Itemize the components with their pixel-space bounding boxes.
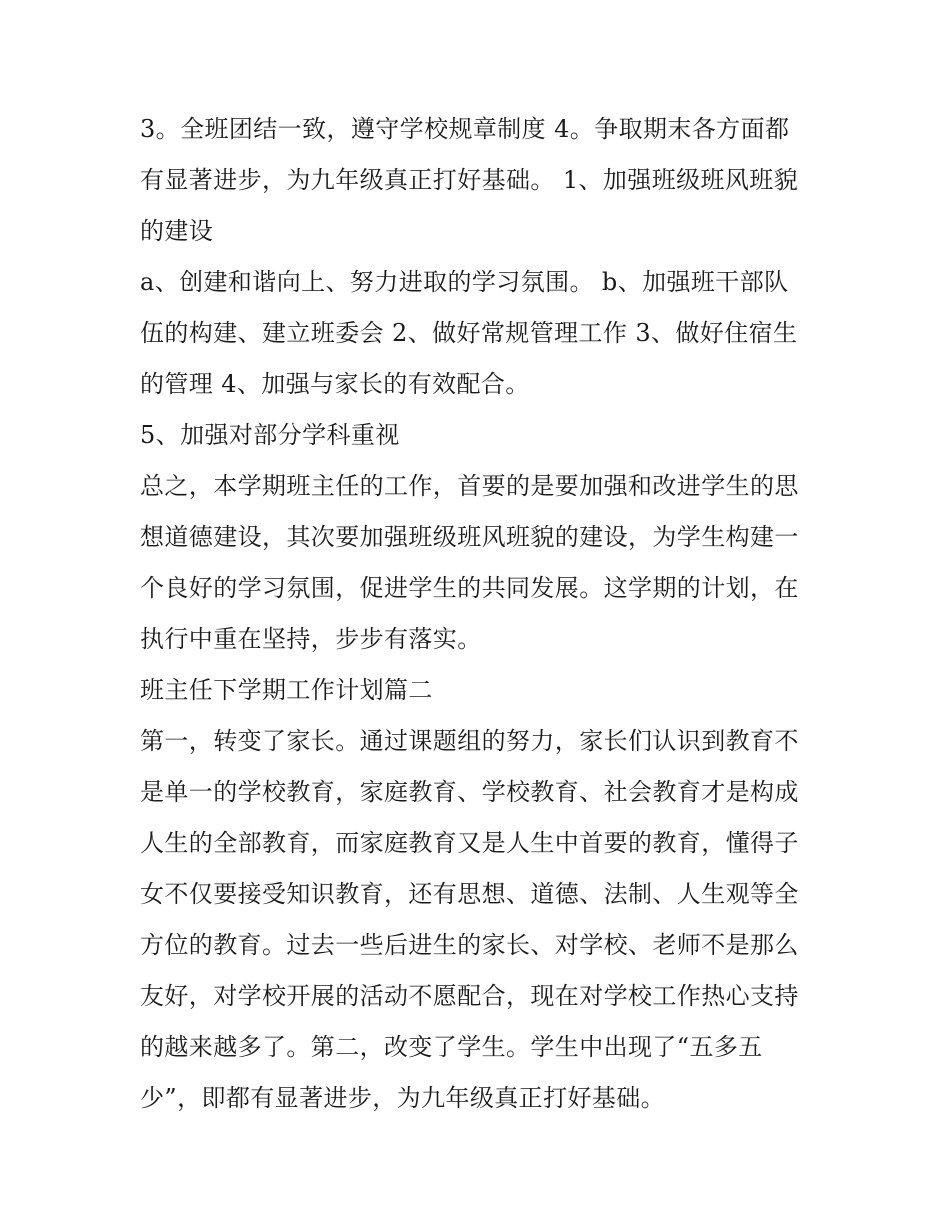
text-line: 个良好的学习氛围，促进学生的共同发展。这学期的计划，在 <box>140 574 799 602</box>
text-line: 想道德建设，其次要加强班级班风班貌的建设，为学生构建一 <box>140 523 799 551</box>
text-line: 有显著进步，为九年级真正打好基础。 1、加强班级班风班貌 <box>140 166 799 194</box>
text-line: 总之，本学期班主任的工作，首要的是要加强和改进学生的思 <box>140 472 799 500</box>
text-line: 5、加强对部分学科重视 <box>140 421 400 449</box>
text-line: 3。全班团结一致，遵守学校规章制度 4。争取期末各方面都 <box>140 115 790 143</box>
document-body <box>140 104 820 1124</box>
text-line: 伍的构建、建立班委会 2、做好常规管理工作 3、做好住宿生 <box>140 319 798 347</box>
text-line: 少”，即都有显著进步，为九年级真正打好基础。 <box>140 1084 666 1112</box>
text-line: 女不仅要接受知识教育，还有思想、道德、法制、人生观等全 <box>140 880 799 908</box>
text-line: 友好，对学校开展的活动不愿配合，现在对学校工作热心支持 <box>140 982 799 1010</box>
text-line: 执行中重在坚持，步步有落实。 <box>140 625 482 653</box>
text-line: 人生的全部教育，而家庭教育又是人生中首要的教育，懂得子 <box>140 829 799 857</box>
text-line: 方位的教育。过去一些后进生的家长、对学校、老师不是那么 <box>140 931 799 959</box>
text-line: 的管理 4、加强与家长的有效配合。 <box>140 370 530 398</box>
text-line: 是单一的学校教育，家庭教育、学校教育、社会教育才是构成 <box>140 778 799 806</box>
text-line: 的建设 <box>140 217 214 245</box>
text-line: 第一，转变了家长。通过课题组的努力，家长们认识到教育不 <box>140 727 799 755</box>
text-line: 的越来越多了。第二，改变了学生。学生中出现了“五多五 <box>140 1033 763 1061</box>
section-heading: 班主任下学期工作计划篇二 <box>140 676 433 704</box>
text-line: a、创建和谐向上、努力进取的学习氛围。 b、加强班干部队 <box>140 268 789 296</box>
